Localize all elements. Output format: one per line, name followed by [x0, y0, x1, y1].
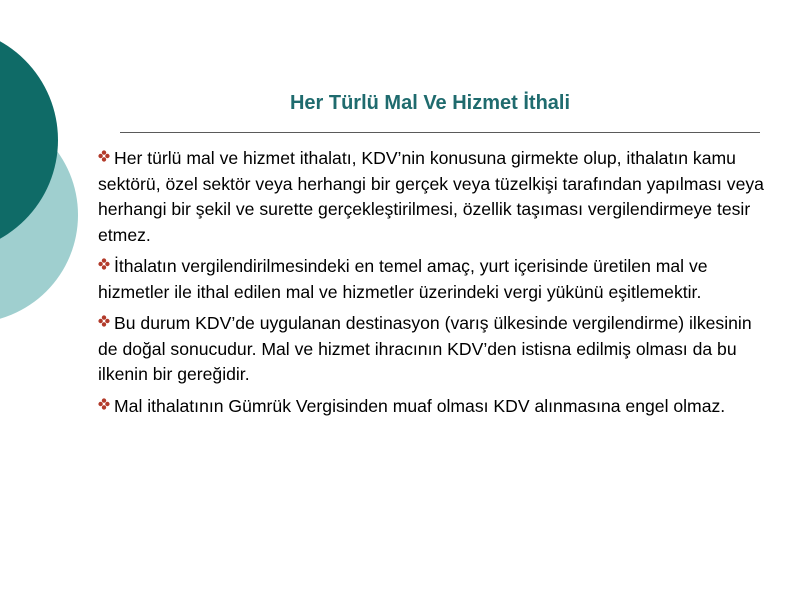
- bullet-list: [98, 146, 770, 425]
- bullet-text: Bu durum KDV’de uygulanan destinasyon (varış ülkesinde vergilendirme) ilkesinin de doğal sonucudur. Mal ve hizmet ihracının KDV’den istisna edilmiş olması da bu ilkenin bir gereğidir.: [98, 313, 752, 384]
- list-item: [98, 146, 770, 248]
- list-item: [98, 311, 770, 388]
- bullet-text: İthalatın vergilendirilmesindeki en temel amaç, yurt içerisinde üretilen mal ve hizmetler ile ithal edilen mal ve hizmetler üzerindeki vergi yükünü eşitlemektir.: [98, 256, 708, 302]
- diamond-bullet-icon: [98, 258, 110, 270]
- bullet-text: Mal ithalatının Gümrük Vergisinden muaf olması KDV alınmasına engel olmaz.: [114, 395, 726, 416]
- diamond-bullet-icon: [98, 150, 110, 162]
- slide-title: Her Türlü Mal Ve Hizmet İthali: [289, 92, 571, 114]
- bullet-text: Her türlü mal ve hizmet ithalatı, KDV’nin konusuna girmekte olup, ithalatın kamu sektörü, özel sektör veya herhangi bir gerçek veya tüzelkişi tarafından yapılması veya herhangi bir şekil ve surette gerçekleştirilmesi, özellik taşıması vergilendirmeye tesir etmez.: [98, 148, 764, 245]
- decorative-circles: [0, 0, 90, 330]
- title-divider: [120, 132, 760, 133]
- diamond-bullet-icon: [98, 398, 110, 410]
- list-item: [98, 254, 770, 305]
- list-item: [98, 394, 770, 420]
- diamond-bullet-icon: [98, 315, 110, 327]
